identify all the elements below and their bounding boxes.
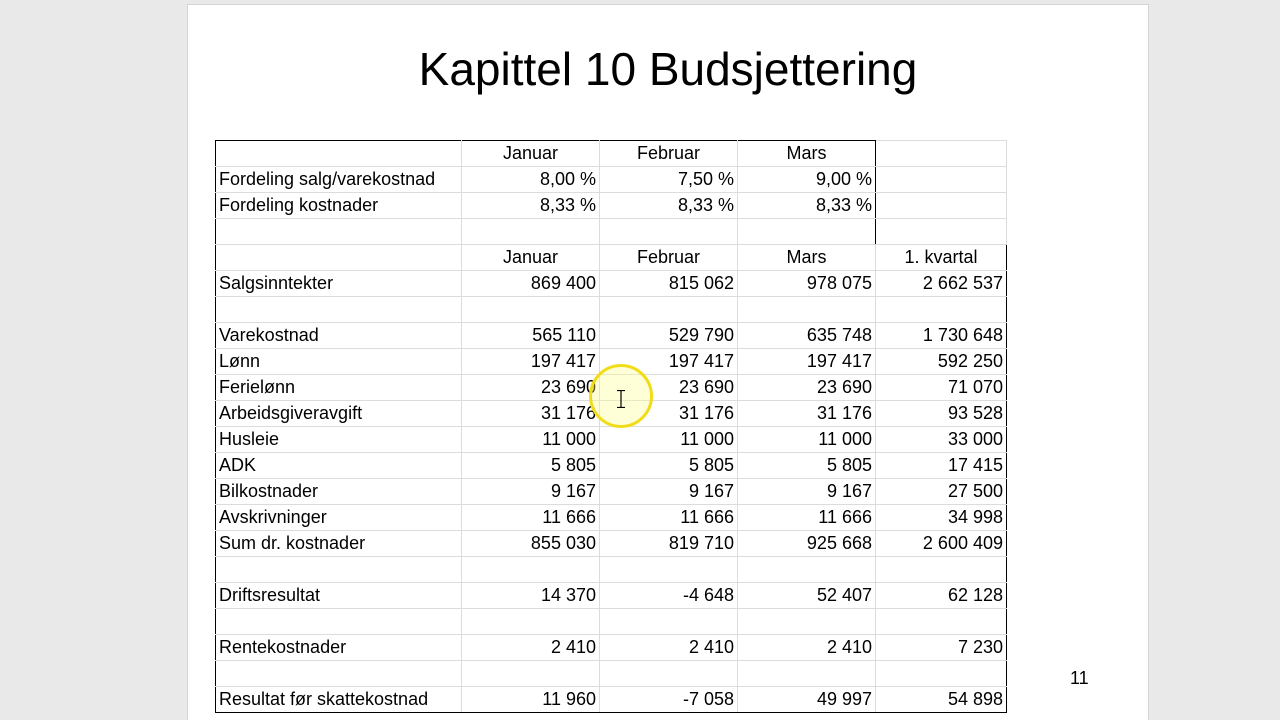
row-label[interactable]: Varekostnad (216, 323, 462, 349)
value-cell[interactable] (876, 193, 1007, 219)
row-label[interactable]: Lønn (216, 349, 462, 375)
empty-cell[interactable] (600, 557, 738, 583)
empty-cell[interactable] (216, 661, 462, 687)
value-cell[interactable]: 5 805 (600, 453, 738, 479)
value-cell[interactable]: 11 666 (462, 505, 600, 531)
value-cell[interactable]: 978 075 (738, 271, 876, 297)
empty-cell[interactable] (738, 297, 876, 323)
header-cell[interactable] (216, 141, 462, 167)
value-cell[interactable]: 197 417 (738, 349, 876, 375)
value-cell[interactable]: 8,33 % (600, 193, 738, 219)
empty-cell[interactable] (876, 297, 1007, 323)
value-cell[interactable]: 8,00 % (462, 167, 600, 193)
value-cell[interactable]: 635 748 (738, 323, 876, 349)
value-cell[interactable]: 62 128 (876, 583, 1007, 609)
empty-cell[interactable] (216, 297, 462, 323)
header-cell[interactable]: Mars (738, 141, 876, 167)
value-cell[interactable]: 819 710 (600, 531, 738, 557)
value-cell[interactable]: 1 730 648 (876, 323, 1007, 349)
value-cell[interactable]: 49 997 (738, 687, 876, 713)
empty-cell[interactable] (738, 219, 876, 245)
row-label[interactable]: Husleie (216, 427, 462, 453)
row-label[interactable]: Rentekostnader (216, 635, 462, 661)
empty-cell[interactable] (876, 661, 1007, 687)
slide-title: Kapittel 10 Budsjettering (418, 43, 918, 95)
value-cell[interactable]: 529 790 (600, 323, 738, 349)
empty-cell[interactable] (462, 219, 600, 245)
row-label[interactable]: Arbeidsgiveravgift (216, 401, 462, 427)
table-row (216, 193, 1007, 219)
header-cell[interactable]: Februar (600, 141, 738, 167)
header-cell[interactable] (216, 245, 462, 271)
value-cell[interactable]: 11 000 (600, 427, 738, 453)
value-cell[interactable]: 2 410 (600, 635, 738, 661)
value-cell[interactable] (876, 167, 1007, 193)
value-cell[interactable]: 31 176 (738, 401, 876, 427)
value-cell[interactable]: -7 058 (600, 687, 738, 713)
table-row (216, 583, 1007, 609)
row-label[interactable]: Avskrivninger (216, 505, 462, 531)
value-cell[interactable]: 7,50 % (600, 167, 738, 193)
header-cell[interactable]: 1. kvartal (876, 245, 1007, 271)
empty-cell[interactable] (876, 557, 1007, 583)
value-cell[interactable]: 2 410 (462, 635, 600, 661)
row-label[interactable]: Fordeling kostnader (216, 193, 462, 219)
value-cell[interactable]: 11 000 (462, 427, 600, 453)
table-row (216, 245, 1007, 271)
slide (188, 5, 1148, 720)
table-row (216, 453, 1007, 479)
table-row (216, 427, 1007, 453)
table-row (216, 505, 1007, 531)
row-label[interactable]: Bilkostnader (216, 479, 462, 505)
table-row (216, 141, 1007, 167)
value-cell[interactable]: 54 898 (876, 687, 1007, 713)
row-label[interactable]: Salgsinntekter (216, 271, 462, 297)
value-cell[interactable]: 2 410 (738, 635, 876, 661)
header-cell[interactable] (876, 141, 1007, 167)
header-cell[interactable]: Mars (738, 245, 876, 271)
value-cell[interactable]: 33 000 (876, 427, 1007, 453)
table-row (216, 531, 1007, 557)
value-cell[interactable]: 23 690 (738, 375, 876, 401)
value-cell[interactable]: 5 805 (462, 453, 600, 479)
value-cell[interactable]: 7 230 (876, 635, 1007, 661)
value-cell[interactable]: 925 668 (738, 531, 876, 557)
value-cell[interactable]: 23 690 (600, 375, 738, 401)
empty-cell[interactable] (738, 609, 876, 635)
value-cell[interactable]: 869 400 (462, 271, 600, 297)
value-cell[interactable]: 5 805 (738, 453, 876, 479)
value-cell[interactable]: 11 666 (600, 505, 738, 531)
value-cell[interactable]: 93 528 (876, 401, 1007, 427)
empty-cell[interactable] (216, 557, 462, 583)
header-cell[interactable]: Januar (462, 141, 600, 167)
value-cell[interactable]: 592 250 (876, 349, 1007, 375)
value-cell[interactable]: 31 176 (462, 401, 600, 427)
table-row (216, 219, 1007, 245)
value-cell[interactable]: 9 167 (600, 479, 738, 505)
value-cell[interactable]: 9 167 (462, 479, 600, 505)
empty-cell[interactable] (462, 557, 600, 583)
value-cell[interactable]: 11 666 (738, 505, 876, 531)
value-cell[interactable]: 14 370 (462, 583, 600, 609)
empty-cell[interactable] (876, 219, 1007, 245)
table-row (216, 297, 1007, 323)
empty-cell[interactable] (462, 297, 600, 323)
i-beam-cursor-icon (617, 390, 625, 408)
row-label[interactable]: Sum dr. kostnader (216, 531, 462, 557)
table-row (216, 271, 1007, 297)
empty-cell[interactable] (600, 219, 738, 245)
table-row (216, 609, 1007, 635)
value-cell[interactable]: 855 030 (462, 531, 600, 557)
value-cell[interactable]: 815 062 (600, 271, 738, 297)
header-cell[interactable]: Januar (462, 245, 600, 271)
value-cell[interactable]: -4 648 (600, 583, 738, 609)
row-label[interactable]: Resultat før skattekostnad (216, 687, 462, 713)
value-cell[interactable]: 52 407 (738, 583, 876, 609)
value-cell[interactable]: 197 417 (600, 349, 738, 375)
empty-cell[interactable] (216, 219, 462, 245)
row-label[interactable]: Fordeling salg/varekostnad (216, 167, 462, 193)
header-cell[interactable]: Februar (600, 245, 738, 271)
value-cell[interactable]: 2 662 537 (876, 271, 1007, 297)
value-cell[interactable]: 71 070 (876, 375, 1007, 401)
table-row (216, 635, 1007, 661)
row-label[interactable]: ADK (216, 453, 462, 479)
row-label[interactable]: Ferielønn (216, 375, 462, 401)
row-label[interactable]: Driftsresultat (216, 583, 462, 609)
empty-cell[interactable] (600, 661, 738, 687)
value-cell[interactable]: 34 998 (876, 505, 1007, 531)
value-cell[interactable]: 11 000 (738, 427, 876, 453)
value-cell[interactable]: 27 500 (876, 479, 1007, 505)
value-cell[interactable]: 565 110 (462, 323, 600, 349)
table-row (216, 687, 1007, 713)
value-cell[interactable]: 197 417 (462, 349, 600, 375)
table-row (216, 167, 1007, 193)
empty-cell[interactable] (600, 609, 738, 635)
empty-cell[interactable] (738, 557, 876, 583)
empty-cell[interactable] (876, 609, 1007, 635)
value-cell[interactable]: 17 415 (876, 453, 1007, 479)
table-row (216, 661, 1007, 687)
slide-number: 11 (1070, 668, 1089, 688)
table-row (216, 557, 1007, 583)
table-row (216, 479, 1007, 505)
value-cell[interactable]: 8,33 % (738, 193, 876, 219)
value-cell[interactable]: 31 176 (600, 401, 738, 427)
empty-cell[interactable] (462, 661, 600, 687)
value-cell[interactable]: 23 690 (462, 375, 600, 401)
empty-cell[interactable] (600, 297, 738, 323)
empty-cell[interactable] (738, 661, 876, 687)
empty-cell[interactable] (462, 609, 600, 635)
empty-cell[interactable] (216, 609, 462, 635)
value-cell[interactable]: 8,33 % (462, 193, 600, 219)
value-cell[interactable]: 9 167 (738, 479, 876, 505)
value-cell[interactable]: 2 600 409 (876, 531, 1007, 557)
table-row (216, 323, 1007, 349)
value-cell[interactable]: 9,00 % (738, 167, 876, 193)
value-cell[interactable]: 11 960 (462, 687, 600, 713)
